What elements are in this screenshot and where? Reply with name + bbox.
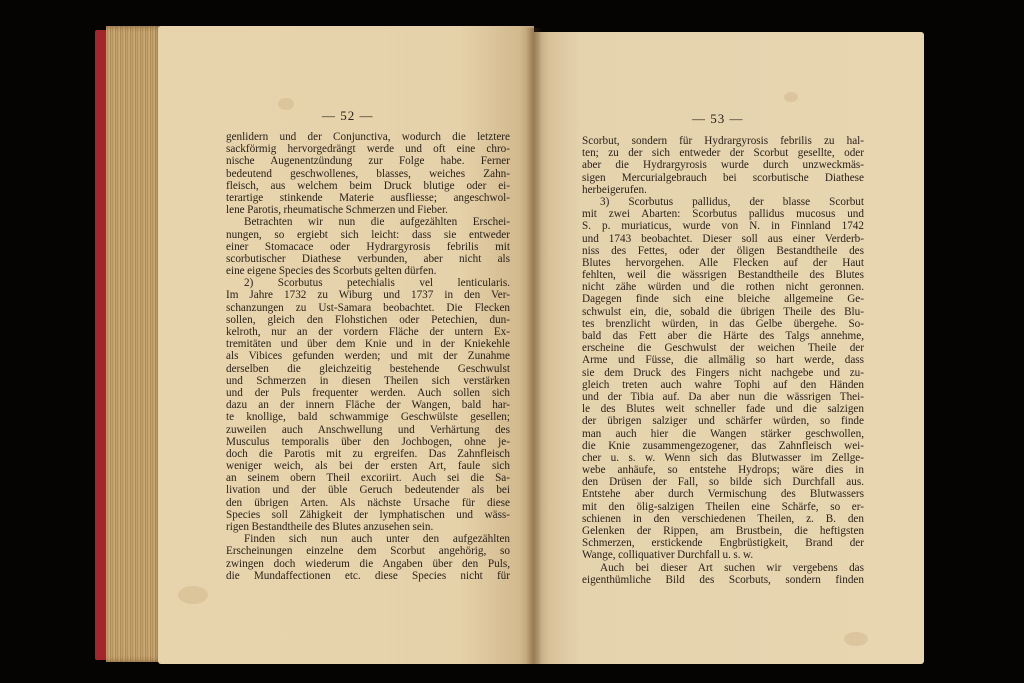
text-line: S. p. muriaticus, wurde von N. in Finnland 1742: [582, 220, 864, 233]
text-line: 3) Scorbutus pallidus, der blasse Scorbut: [600, 195, 864, 208]
text-line: und der Tibia auf. Da aber nun die wässrigen Thei-: [582, 390, 864, 403]
text-line: einer Stomacace oder Hydrargyrosis febrilis mit: [226, 240, 510, 253]
foxing-spot: [178, 586, 208, 604]
text-line: kelroth, nur an der vordern Fläche der untern Ex-: [226, 326, 510, 338]
text-line: Species soll Zähigkeit der lymphatischen und wäss-: [226, 508, 510, 521]
left-page: [158, 26, 534, 664]
text-line: Gelenken der Rippen, am Brustbein, die heftigsten: [582, 525, 864, 537]
text-line: Blutes hervorgehen. Alle Flecken auf der Haut: [582, 256, 864, 269]
text-line: und Schmerzen in diesen Theilen sich verstärken: [226, 374, 510, 387]
text-line: genlidern und der Conjunctiva, wodurch die letztere: [226, 131, 510, 143]
text-line: Finden sich nun auch unter den aufgezählten: [244, 533, 510, 546]
text-line: schwulst ein, die, sobald die übrigen Theile des Blu-: [582, 305, 864, 318]
text-line: weniger weich, als bei der ersten Art, faule sich: [226, 460, 510, 473]
text-line: cher u. s. w. Wenn sich das Blutwasser im Zellge-: [582, 451, 864, 464]
text-line: Wange, colliquativer Durchfall u. s. w.: [582, 549, 754, 562]
text-line: aber die Hydrargyrosis wurde durch unzweckmäs-: [582, 159, 864, 172]
text-line: der übrigen salziger und schärfer würden, so finde: [582, 415, 864, 428]
left-page-text: [226, 131, 510, 582]
text-line: eigenthümliche Bild des Scorbuts, sondern finden: [582, 573, 864, 586]
text-line: Erscheinungen einzelne dem Scorbut angehörig, so: [226, 545, 510, 558]
text-line: als Vibices gefunden werden; und mit der Zunahme: [226, 350, 510, 363]
text-line: sigen Mercurialgebrauch bei scorbutische Diathese: [582, 171, 864, 184]
text-line: tremitäten und über dem Knie und in der Kniekehle: [226, 338, 510, 351]
text-line: te knollige, bald schwammige Geschwülste gesellen;: [226, 411, 510, 424]
text-line: lene Parotis, rheumatische Schmerzen und Fieber.: [226, 204, 448, 217]
text-line: nicht zähe würden und die rothen nicht geronnen.: [582, 281, 864, 294]
text-line: doch die Parotis mit zu ergreifen. Das Zahnfleisch: [226, 447, 510, 460]
text-line: zuweilen auch Anschwellung und Verhärtung des: [226, 423, 510, 436]
page-number-right: — 53 —: [692, 111, 744, 126]
foxing-spot: [844, 632, 868, 646]
text-line: Im Jahre 1732 zu Wiburg und 1737 in den Ver-: [226, 289, 510, 302]
text-line: Schmerzen, erstickende Engbrüstigkeit, Brand der: [582, 537, 864, 550]
text-line: webe anhäufe, so entstehe Hydrops; wäre dies in: [582, 464, 864, 477]
text-line: zwingen doch wiederum die Angaben über den Puls,: [226, 557, 510, 570]
text-line: die Knie zusammengezogener, das Zahnfleisch wei-: [582, 439, 864, 452]
text-line: sie dem Druck des Fingers nicht nachgebe und zu-: [582, 366, 864, 379]
text-line: terartige stinkende Materie ausfliesse; angeschwol-: [226, 191, 510, 204]
text-line: man auch hier die Wangen stärker geschwollen,: [582, 427, 864, 440]
text-line: erscheine die Geschwulst der weichen Theile der: [582, 342, 864, 355]
text-line: bald das Fett aber die Härte des Talgs annehme,: [582, 330, 864, 342]
text-line: Arme und Füsse, die allmälig so hart werde, dass: [582, 354, 864, 367]
text-line: nische Augenentzündung zur Folge habe. Ferner: [226, 155, 510, 168]
text-line: fehlten, weil die wässrigen Bestandtheile des Blutes: [582, 269, 864, 282]
text-line: Scorbut, sondern für Hydrargyrosis febrilis zu hal-: [582, 135, 864, 147]
text-line: schienen in den verschiedenen Theilen, z. B. den: [582, 512, 864, 525]
text-line: 2) Scorbutus petechialis vel lenticularis.: [244, 277, 510, 290]
page-stack: [106, 26, 164, 662]
text-line: eine eigene Species des Scorbuts gelten dürfen.: [226, 265, 437, 278]
text-line: dazu an der innern Fläche der Wangen, bald har-: [226, 399, 510, 412]
right-page-text: [582, 135, 864, 586]
text-line: an seinem obern Theil excoriirt. Auch sei die Sa-: [226, 472, 510, 485]
text-line: den übrigen Arten. Als nächste Ursache für diese: [226, 496, 510, 509]
text-line: die Mundaffectionen etc. diese Species nicht für: [226, 569, 510, 582]
page-number-left: — 52 —: [322, 108, 374, 123]
foxing-spot: [278, 98, 294, 110]
text-line: rigen Bestandtheile des Blutes anzusehen sein.: [226, 521, 434, 533]
text-line: mit den ölig-salzigen Theilen eine Schärfe, so er-: [582, 500, 864, 513]
text-line: ten; zu der sich entweder der Scorbut gesellte, oder: [582, 147, 864, 160]
text-line: Entstehe aber durch Vermischung des Blutwassers: [582, 488, 864, 501]
text-line: nungen, so ergiebt sich leicht: dass sie entweder: [226, 228, 510, 241]
gutter-shadow: [526, 28, 542, 664]
text-line: niss des Fettes, oder der öligen Bestandtheile des: [582, 244, 864, 257]
text-line: Musculus temporalis über den Jochbogen, ohne je-: [226, 435, 510, 448]
text-line: und der Puls frequenter werden. Auch sollen sich: [226, 386, 510, 399]
text-line: Auch bei dieser Art suchen wir vergebens das: [600, 561, 864, 574]
text-line: Betrachten wir nun die aufgezählten Erschei-: [244, 216, 510, 229]
foxing-spot: [784, 92, 798, 102]
text-line: sackförmig hervorgedrängt werde und oft eine chro-: [226, 143, 510, 156]
text-line: tes brenzlicht würden, in das Gelbe übergehe. So-: [582, 317, 864, 330]
text-line: schanzungen zu Ust-Samara beobachtet. Die Flecken: [226, 301, 510, 314]
text-line: le des Blutes weit schneller fade und die salzigen: [582, 403, 864, 416]
text-line: bedeutend geschwollenes, blasses, weiches Zahn-: [226, 167, 510, 180]
text-line: fleisch, aus welchem beim Druck blutige oder ei-: [226, 179, 510, 192]
text-line: herbeigerufen.: [582, 183, 647, 196]
text-line: scorbutischer Diathese verbunden, aber nicht als: [226, 252, 510, 265]
text-line: gleich treten auch wahre Tophi auf den Händen: [582, 378, 864, 391]
text-line: den Drüsen der Fall, so bilde sich Durchfall aus.: [582, 476, 864, 489]
text-line: Dagegen finde sich eine bleiche allgemeine Ge-: [582, 293, 864, 306]
text-line: livation und der üble Geruch bedeutender als bei: [226, 484, 510, 497]
text-line: mit zwei Abarten: Scorbutus pallidus mucosus und: [582, 208, 864, 221]
text-line: sollen, gleich den Flohstichen oder Petechien, dun-: [226, 313, 510, 326]
right-page: [534, 32, 924, 664]
text-line: derselben die gleichzeitig bestehende Geschwulst: [226, 362, 510, 375]
text-line: und 1743 beobachtet. Dieser soll aus einer Verderb-: [582, 232, 864, 245]
